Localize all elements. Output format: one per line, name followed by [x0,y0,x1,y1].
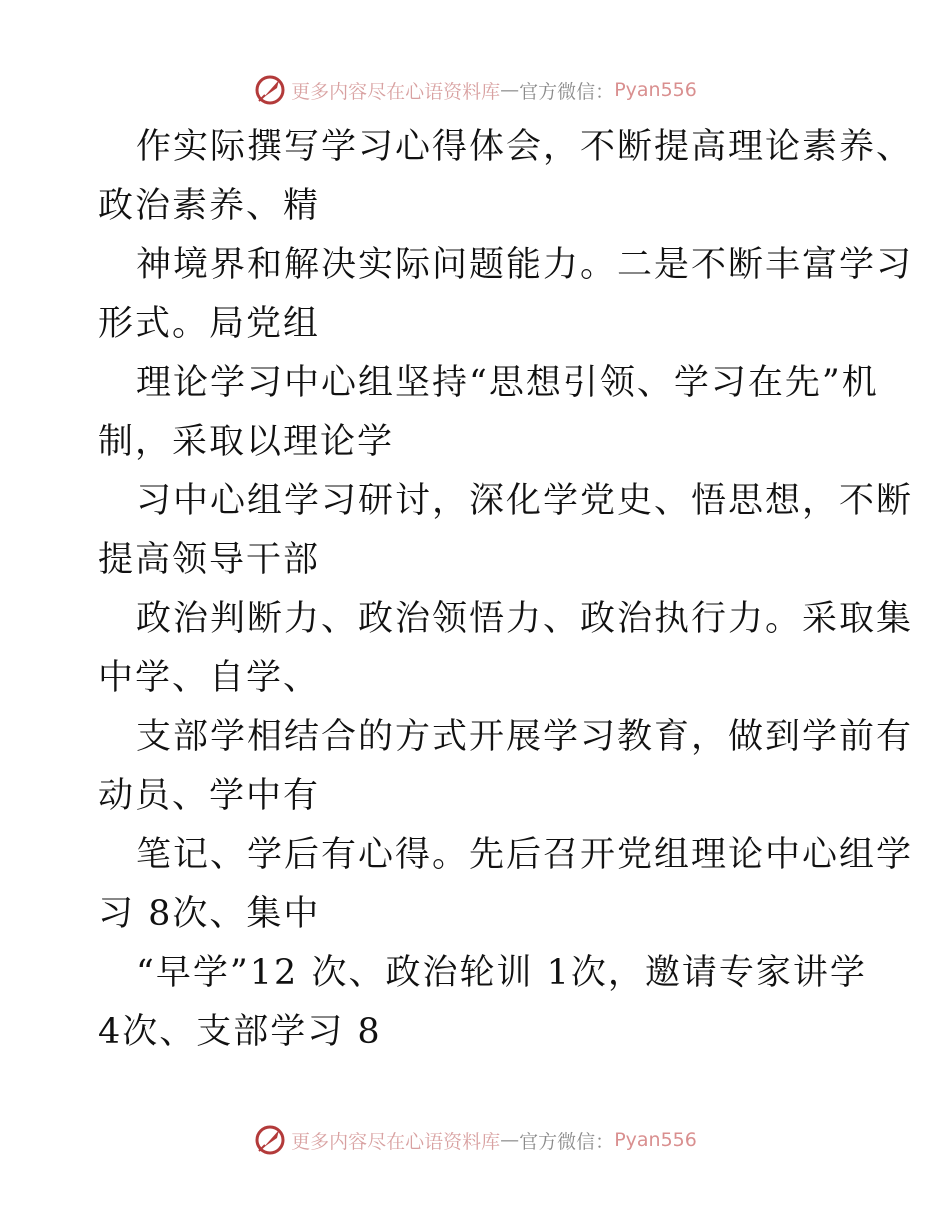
watermark-main-text: 更多内容尽在心语资料库 [291,1130,501,1153]
paragraph [98,354,879,472]
paragraph-line: 形式。局党组 [98,304,321,344]
watermark-separator: — [500,1129,520,1151]
paragraph-line: 理论学习中心组坚持“思想引领、学习在先”机 [136,363,879,403]
paragraph [98,944,867,1062]
paragraph-line: 动员、学中有 [98,776,321,816]
document-body [98,118,914,1062]
paragraph-line: 神境界和解决实际问题能力。二是不断丰富学习 [136,245,914,285]
paragraph-line: 中学、自学、 [98,658,321,698]
paragraph-line: 提高领导干部 [98,540,321,580]
watermark-wechat-label: 官方微信： [519,80,615,103]
watermark-wechat-id: Pyan556 [614,1129,697,1151]
paragraph [98,708,914,826]
paragraph-line: 政治素养、精 [98,186,321,226]
watermark-main-text: 更多内容尽在心语资料库 [291,80,501,103]
paragraph-line: 笔记、学后有心得。先后召开党组理论中心组学 [136,835,914,875]
paragraph-line: 习中心组学习研讨，深化学党史、悟思想，不断 [136,481,914,521]
paragraph-line: 支部学相结合的方式开展学习教育，做到学前有 [136,717,914,757]
quill-logo-icon [253,1123,287,1157]
footer-watermark [0,1120,950,1160]
paragraph-line: 4次、支部学习 8 [98,1012,382,1052]
paragraph-line: 习 8次、集中 [98,894,321,934]
watermark-wechat-id: Pyan556 [614,79,697,101]
paragraph [98,826,914,944]
paragraph [98,472,914,590]
paragraph [98,118,914,236]
paragraph [98,590,914,708]
watermark-wechat-label: 官方微信： [519,1130,615,1153]
watermark-separator: — [500,79,520,101]
quill-logo-icon [253,73,287,107]
paragraph-line: 作实际撰写学习心得体会，不断提高理论素养、 [136,127,914,167]
paragraph-line: “早学”12 次、政治轮训 1次，邀请专家讲学 [136,953,867,993]
header-watermark [0,70,950,110]
paragraph [98,236,914,354]
paragraph-line: 制，采取以理论学 [98,422,395,462]
paragraph-line: 政治判断力、政治领悟力、政治执行力。采取集 [136,599,914,639]
